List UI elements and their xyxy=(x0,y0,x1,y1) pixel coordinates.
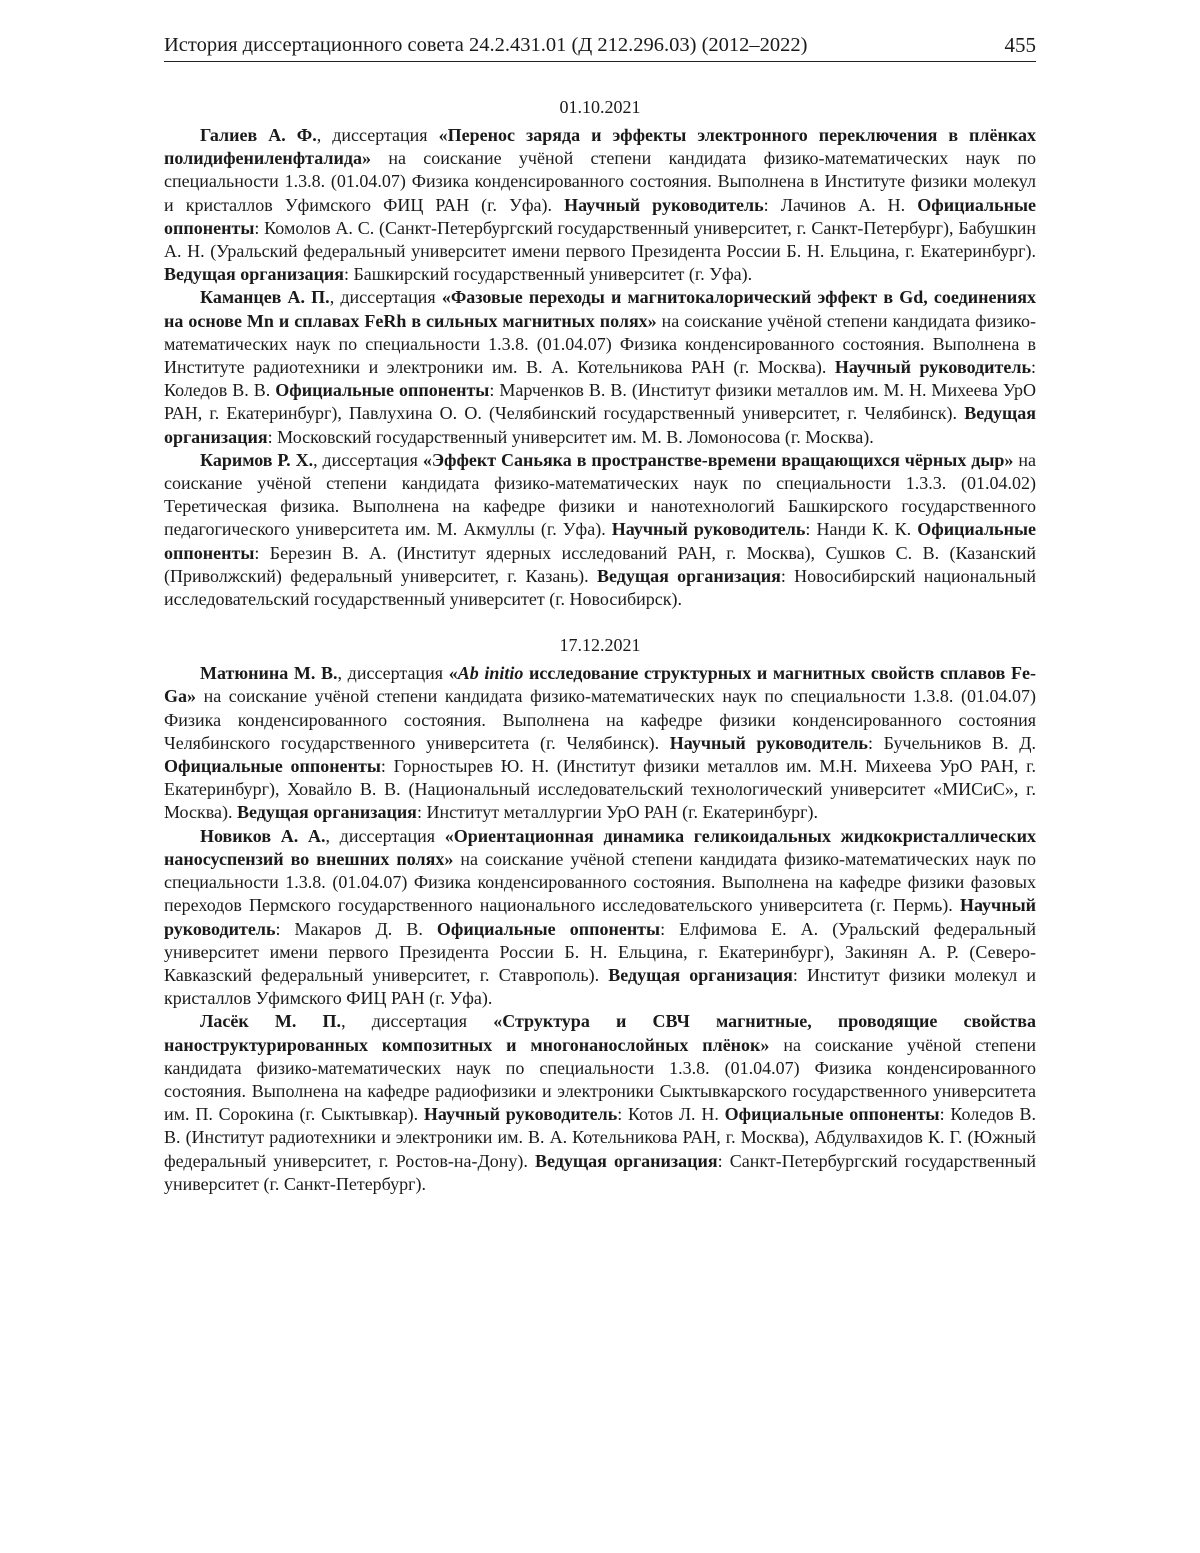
entry-text: : Башкирский государственный университет (г. Уфа). xyxy=(343,264,753,285)
entry-text: на соискание учёной степени кандидата физико-математических наук по специальности 1.3.8. (01.04.07) Физика конденсированного состояния. Выполнена в Институте физики молекул и кристаллов Уфимского ФИЦ РАН (г. Уфа). xyxy=(164,148,1036,215)
dissertation-title: «Перенос заряда и эффекты электронного переключения в плёнках полидифениленфталида» xyxy=(164,125,1036,169)
entry-text: , диссертация xyxy=(337,663,449,684)
entry-text: на соискание учёной степени кандидата физико-математических наук по специальности 1.3.8. (01.04.07) Физика конденсированного состояния. Выполнена на кафедре радиофизики и электроники Сыктывкарского государственного университета им. П. Сорокина (г. Сыктывкар). xyxy=(164,1034,1036,1125)
leading-org-label: Ведущая организация xyxy=(164,403,1036,447)
dissertation-entry xyxy=(164,286,1036,448)
leading-org-label: Ведущая организация xyxy=(535,1150,718,1171)
author-name: Каманцев А. П. xyxy=(200,287,330,308)
entry-text: : Березин В. А. (Институт ядерных исследований РАН, г. Москва), Сушков С. В. (Казанский (Приволжский) федеральный университет, г. Казань). xyxy=(164,542,1036,586)
entry-text: : Институт металлургии УрО РАН (г. Екатеринбург). xyxy=(416,802,818,823)
author-name: Галиев А. Ф. xyxy=(200,125,317,145)
running-title: История диссертационного совета 24.2.431.01 (Д 212.296.03) (2012–2022) xyxy=(164,34,808,56)
dissertation-title: «Фазовые переходы и магнитокалорический эффект в Gd, соединениях на основе Mn и сплавах FeRh в сильных магнитных полях» xyxy=(164,287,1036,331)
entry-text: : Марченков В. В. (Институт физики металлов им. М. Н. Михеева УрО РАН, г. Екатеринбург), Павлухина О. О. (Челябинский государственный университет, г. Челябинск). xyxy=(164,380,1037,424)
running-header xyxy=(164,32,1036,62)
author-name: Каримов Р. Х. xyxy=(200,449,314,470)
entry-text: : Комолов А. С. (Санкт-Петербургский государственный университет, г. Санкт-Петербург), Бабушкин А. Н. (Уральский федеральный университет имени первого Президента России Б. Н. Ельцина, г. Екатеринбург). xyxy=(164,217,1036,262)
leading-org-label: Ведущая организация xyxy=(608,964,793,985)
page xyxy=(164,32,1036,1196)
entry-text: на соискание учёной степени кандидата физико-математических наук по специальности 1.3.3. (01.04.02) Теретическая физика. Выполнена на кафедре физики и нанотехнологий Башкирского государственного педагогического университета им. М. Акмуллы (г. Уфа). xyxy=(164,449,1036,540)
entry-text: : Котов Л. Н. xyxy=(617,1104,725,1125)
dissertation-title: «Структура и СВЧ магнитные, проводящие свойства наноструктурированных композитных и многонанослойных плёнок» xyxy=(164,1011,1036,1055)
entry-text: : Лачинов А. Н. xyxy=(763,194,918,215)
dissertation-entry xyxy=(164,124,1036,286)
dissertation-entry xyxy=(164,825,1036,1011)
entry-text: : Московский государственный университет им. М. В. Ломоносова (г. Москва). xyxy=(267,426,874,447)
dissertation-entry xyxy=(164,662,1036,824)
entry-text: на соискание учёной степени кандидата физико-математических наук по специальности 1.3.8. (01.04.07) Физика конденсированного состояния. Выполнена в Институте радиотехники и электроники им. В. А. Котельникова РАН (г. Москва). xyxy=(164,310,1037,378)
title-italic: Ab initio xyxy=(457,663,524,684)
supervisor-label: Научный руководитель xyxy=(834,357,1031,378)
entry-text: : Бучельников В. Д. xyxy=(867,732,1036,753)
entry-text: : Коледов В. В. xyxy=(164,357,1037,401)
leading-org-label: Ведущая организация xyxy=(236,802,417,823)
supervisor-label: Научный руководитель xyxy=(164,895,1036,939)
entry-text: , диссертация xyxy=(325,825,445,846)
page-number: 455 xyxy=(1004,33,1036,57)
supervisor-label: Научный руководитель xyxy=(669,732,868,753)
section-date: 17.12.2021 xyxy=(559,635,641,656)
entry-text: : Нанди К. К. xyxy=(805,519,918,540)
title-quote: « xyxy=(448,663,458,684)
opponents-label: Официальные оппоненты xyxy=(164,194,1037,238)
supervisor-label: Научный руководитель xyxy=(611,519,806,540)
leading-org-label: Ведущая организация xyxy=(164,264,344,285)
entry-text: : Санкт-Петербургский государственный университет (г. Санкт-Петербург). xyxy=(164,1150,1036,1194)
entry-text: , диссертация xyxy=(316,125,439,145)
opponents-label: Официальные оппоненты xyxy=(164,519,1036,563)
dissertation-entry xyxy=(164,449,1036,611)
opponents-label: Официальные оппоненты xyxy=(436,918,661,939)
entry-text: : Коледов В. В. (Институт радиотехники и электроники им. В. А. Котельникова РАН, г. Москва), Абдулвахидов К. Г. (Южный федеральный университет, г. Ростов-на-Дону). xyxy=(164,1104,1036,1171)
entry-text: : Институт физики молекул и кристаллов Уфимского ФИЦ РАН (г. Уфа). xyxy=(164,964,1036,1009)
supervisor-label: Научный руководитель xyxy=(423,1104,618,1125)
entry-text: на соискание учёной степени кандидата физико-математических наук по специальности 1.3.8. (01.04.07) Физика конденсированного состояния. Выполнена на кафедре физики фазовых переходов Пермского государственного национального исследовательского университета (г. Пермь). xyxy=(164,848,1036,916)
author-name: Ласёк М. П. xyxy=(200,1011,342,1032)
entry-text: на соискание учёной степени кандидата физико-математических наук по специальности 1.3.8. (01.04.07) Физика конденсированного состояния. Выполнена на кафедре физики конденсированного состояния Челябинского государственного университета (г. Челябинск). xyxy=(164,686,1036,753)
dissertation-title: «Эффект Саньяка в пространстве-времени вращающихся чёрных дыр» xyxy=(422,449,1014,470)
entry-text: : Горностырев Ю. Н. (Институт физики металлов им. М.Н. Михеева УрО РАН, г. Екатеринбург), Ховайло В. В. (Национальный исследовательский технологический университет «МИСиС», г. Москва). xyxy=(164,756,1036,823)
entry-text: , диссертация xyxy=(329,287,442,308)
section-date: 01.10.2021 xyxy=(559,97,641,117)
author-name: Новиков А. А. xyxy=(200,825,326,846)
entry-text: : Макаров Д. В. xyxy=(275,918,437,939)
opponents-label: Официальные оппоненты xyxy=(275,380,490,401)
opponents-label: Официальные оппоненты xyxy=(724,1104,940,1125)
entry-text: , диссертация xyxy=(341,1011,494,1032)
leading-org-label: Ведущая организация xyxy=(597,565,781,586)
entry-text: : Елфимова Е. А. (Уральский федеральный университет имени первого Президента России Б. Н. Ельцина, г. Екатеринбург), Закинян А. Р. (Северо-Кавказский федеральный университет, г. Ставрополь). xyxy=(164,918,1036,985)
dissertation-title: «Ориентационная динамика геликоидальных жидкокристаллических наносуспензий во внешних полях» xyxy=(164,825,1036,869)
dissertation-entry xyxy=(164,1010,1036,1196)
entry-text: : Новосибирский национальный исследовательский государственный университет (г. Новосибирск). xyxy=(164,565,1036,610)
supervisor-label: Научный руководитель xyxy=(564,194,764,215)
opponents-label: Официальные оппоненты xyxy=(164,756,381,777)
entry-text: , диссертация xyxy=(313,449,423,470)
title-rest: исследование структурных и магнитных свойств сплавов Fe-Ga» xyxy=(164,663,1036,707)
author-name: Матюнина М. В. xyxy=(200,663,338,684)
